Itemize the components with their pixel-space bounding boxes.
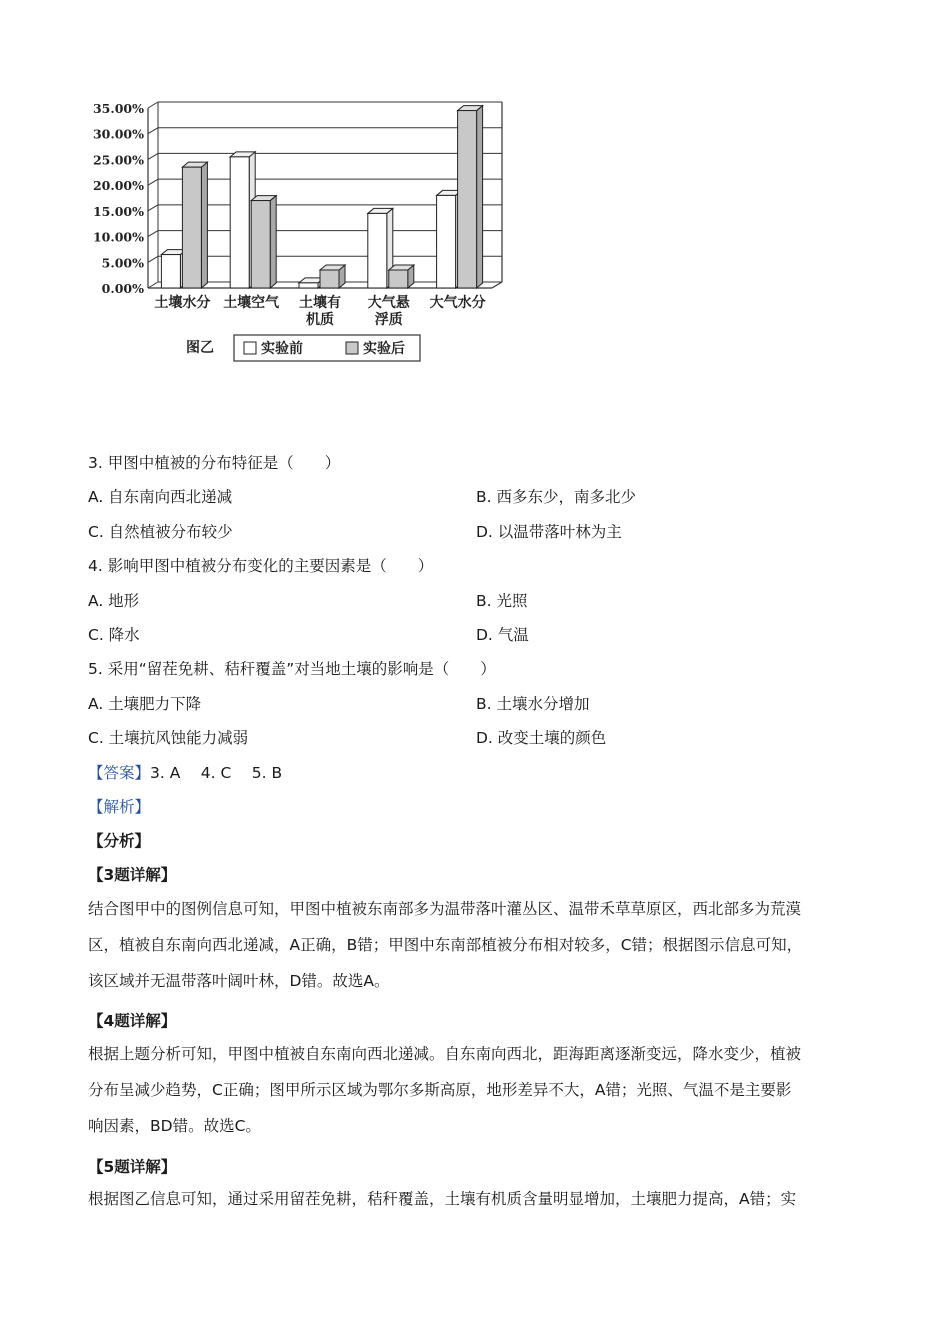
section-5-line-1: 根据图乙信息可知，通过采用留茬免耕，秸秆覆盖，土壤有机质含量明显增加，土壤肥力提高，A错；实 — [88, 1190, 797, 1208]
question-4-option-d: D. 气温 — [476, 626, 529, 644]
bar-side — [270, 196, 276, 288]
x-tick-label: 大气水分 — [429, 295, 486, 311]
gridline-depth — [148, 153, 158, 159]
question-3-option-a: A. 自东南向西北递减 — [88, 488, 233, 506]
analysis-label-text: 【解析】 — [88, 798, 151, 816]
y-tick-label: 10.00% — [92, 229, 144, 245]
question-4-option-a: A. 地形 — [88, 592, 140, 610]
section-4-title: 【4题详解】 — [88, 1012, 177, 1030]
question-5-option-a: A. 土壤肥力下降 — [88, 695, 202, 713]
question-3-option-c: C. 自然植被分布较少 — [88, 523, 233, 541]
legend-swatch — [244, 342, 256, 354]
bar — [251, 201, 270, 288]
bar — [230, 157, 249, 288]
section-3-title: 【3题详解】 — [88, 866, 177, 884]
gridline-depth — [148, 102, 158, 108]
y-tick-label: 20.00% — [92, 178, 144, 194]
gridline-depth — [148, 282, 158, 288]
answer-text: 3. A 4. C 5. B — [150, 764, 283, 782]
x-tick-label: 大气悬 — [367, 295, 410, 311]
bar — [389, 270, 408, 288]
x-tick-label: 土壤有 — [299, 295, 341, 311]
x-tick-label: 浮质 — [374, 312, 403, 328]
legend-label: 实验前 — [261, 341, 303, 357]
analysis-label — [88, 795, 150, 817]
gridline-depth — [148, 128, 158, 134]
bar-chart — [80, 92, 540, 377]
legend-swatch — [346, 342, 358, 354]
gridline-depth — [148, 205, 158, 211]
question-4-option-c: C. 降水 — [88, 626, 140, 644]
y-tick-label: 15.00% — [92, 203, 144, 219]
gridline-depth — [148, 256, 158, 262]
answer-label: 【答案】 — [88, 764, 151, 782]
section-3-line-3: 该区域并无温带落叶阔叶林，D错。故选A。 — [88, 972, 390, 990]
bar-side — [477, 106, 483, 288]
section-3-body — [88, 891, 878, 999]
y-tick-label: 35.00% — [92, 101, 144, 116]
x-tick-label: 机质 — [306, 312, 334, 328]
bar — [182, 167, 201, 288]
legend-label: 实验后 — [363, 341, 405, 357]
section-5-title: 【5题详解】 — [88, 1158, 177, 1176]
question-3-stem: 3. 甲图中植被的分布特征是（ ） — [88, 454, 341, 472]
y-tick-label: 5.00% — [101, 255, 144, 271]
x-tick-label: 土壤空气 — [223, 295, 280, 311]
bar — [299, 283, 318, 288]
section-4-line-1: 根据上题分析可知，甲图中植被自东南向西北递减。自东南向西北，距海距离逐渐变远，降水变少，植被 — [88, 1045, 802, 1063]
figure-label: 图乙 — [186, 340, 214, 356]
answer-line — [88, 761, 282, 783]
question-4-option-b: B. 光照 — [476, 592, 528, 610]
bar — [437, 195, 456, 288]
gridline-depth — [148, 231, 158, 237]
gridline-depth — [148, 179, 158, 185]
section-4-line-3: 响因素，BD错。故选C。 — [88, 1117, 261, 1135]
bar — [458, 111, 477, 288]
bar — [320, 270, 339, 288]
question-5-option-b: B. 土壤水分增加 — [476, 695, 590, 713]
question-4-stem: 4. 影响甲图中植被分布变化的主要因素是（ ） — [88, 557, 434, 575]
y-tick-label: 25.00% — [92, 152, 144, 168]
bar-side — [201, 162, 207, 288]
y-tick-label: 30.00% — [92, 126, 144, 142]
question-3-option-b: B. 西多东少，南多北少 — [476, 488, 636, 506]
question-5-option-c: C. 土壤抗风蚀能力减弱 — [88, 729, 249, 747]
section-5-body — [88, 1181, 878, 1217]
section-3-line-1: 结合图甲中的图例信息可知，甲图中植被东南部多为温带落叶灌丛区、温带禾草草原区，西北部多为荒漠 — [88, 900, 802, 918]
section-4-body — [88, 1036, 878, 1144]
x-tick-label: 土壤水分 — [154, 295, 211, 311]
question-5-stem: 5. 采用“留茬免耕、秸秆覆盖”对当地土壤的影响是（ ） — [88, 660, 496, 678]
y-tick-label: 0.00% — [101, 281, 144, 296]
question-5-option-d: D. 改变土壤的颜色 — [476, 729, 607, 747]
floor-right-edge — [492, 282, 502, 288]
section-3-line-2: 区，植被自东南向西北递减，A正确，B错；甲图中东南部植被分布相对较多，C错；根据图示信息可知， — [88, 936, 803, 954]
bar — [368, 213, 387, 288]
bar — [161, 255, 180, 288]
question-3-option-d: D. 以温带落叶林为主 — [476, 523, 622, 541]
section-4-line-2: 分布呈减少趋势，C正确；图甲所示区域为鄂尔多斯高原，地形差异不大，A错；光照、气温不是主要影 — [88, 1081, 792, 1099]
fenxi-label: 【分析】 — [88, 832, 151, 850]
